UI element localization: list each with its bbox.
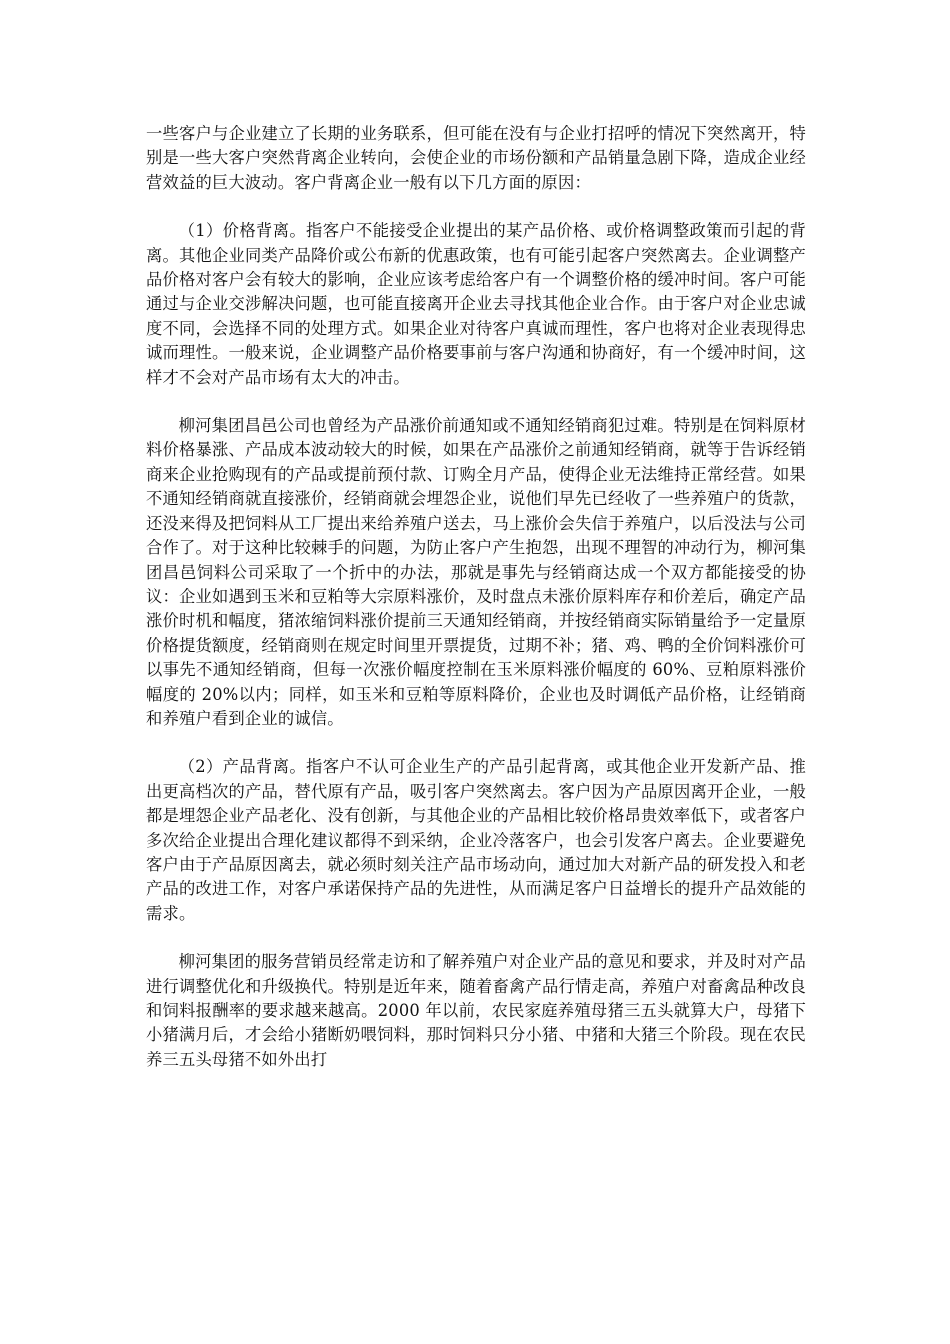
- paragraph-customer-departure-intro: 一些客户与企业建立了长期的业务联系，但可能在没有与企业打招呼的情况下突然离开，特别是一些大客户突然背离企业转向，会使企业的市场份额和产品销量急剧下降，造成企业经营效益的巨大波动。客户背离企业一般有以下几方面的原因：: [146, 124, 806, 192]
- paragraph-price-departure: （1）价格背离。指客户不能接受企业提出的某产品价格、或价格调整政策而引起的背离。其他企业同类产品降价或公布新的优惠政策，也有可能引起客户突然离去。企业调整产品价格对客户会有较大的影响，企业应该考虑给客户有一个调整价格的缓冲时间。客户可能通过与企业交涉解决问题，也可能直接离开企业去寻找其他企业合作。由于客户对企业忠诚度不同，会选择不同的处理方式。如果企业对待客户真诚而理性，客户也将对企业表现得忠诚而理性。一般来说，企业调整产品价格要事前与客户沟通和协商好，有一个缓冲时间，这样才不会对产品市场有太大的冲击。: [146, 221, 806, 387]
- paragraph-liuhe-service-marketing: 柳河集团的服务营销员经常走访和了解养殖户对企业产品的意见和要求，并及时对产品进行调整优化和升级换代。特别是近年来，随着畜禽产品行情走高，养殖户对畜禽品种改良和饲料报酬率的要求越来越高。2000 年以前，农民家庭养殖母猪三五头就算大户，母猪下小猪满月后，才会给小猪断奶喂饲料，那时饲料只分小猪、中猪和大猪三个阶段。现在农民养三五头母猪不如外出打: [146, 952, 806, 1069]
- paragraph-liuhe-changyi-case: 柳河集团昌邑公司也曾经为产品涨价前通知或不通知经销商犯过难。特别是在饲料原材料价格暴涨、产品成本波动较大的时候，如果在产品涨价之前通知经销商，就等于告诉经销商来企业抢购现有的产品或提前预付款、订购全月产品，使得企业无法维持正常经营。如果不通知经销商就直接涨价，经销商就会埋怨企业，说他们早先已经收了一些养殖户的货款，还没来得及把饲料从工厂提出来给养殖户送去，马上涨价会失信于养殖户，以后没法与公司合作了。对于这种比较棘手的问题，为防止客户产生抱怨，出现不理智的冲动行为，柳河集团昌邑饲料公司采取了一个折中的办法，那就是事先与经销商达成一个双方都能接受的协议：企业如遇到玉米和豆粕等大宗原料涨价，及时盘点未涨价原料库存和价差后，确定产品涨价时机和幅度，猪浓缩饲料涨价提前三天通知经销商，并按经销商实际销量给予一定量原价格提货额度，经销商则在规定时间里开票提货，过期不补；猪、鸡、鸭的全价饲料涨价可以事先不通知经销商，但每一次涨价幅度控制在玉米原料涨价幅度的 60%、豆粕原料涨价幅度的 20%以内；同样，如玉米和豆粕等原料降价，企业也及时调低产品价格，让经销商和养殖户看到企业的诚信。: [146, 416, 806, 728]
- paragraph-product-departure: （2）产品背离。指客户不认可企业生产的产品引起背离，或其他企业开发新产品、推出更高档次的产品，替代原有产品，吸引客户突然离去。客户因为产品原因离开企业，一般都是埋怨企业产品老化、没有创新，与其他企业的产品相比较价格昂贵效率低下，或者客户多次给企业提出合理化建议都得不到采纳，企业冷落客户，也会引发客户离去。企业要避免客户由于产品原因离去，就必须时刻关注产品市场动向，通过加大对新产品的研发投入和老产品的改进工作，对客户承诺保持产品的先进性，从而满足客户日益增长的提升产品效能的需求。: [146, 757, 806, 923]
- document-body: [146, 122, 806, 1096]
